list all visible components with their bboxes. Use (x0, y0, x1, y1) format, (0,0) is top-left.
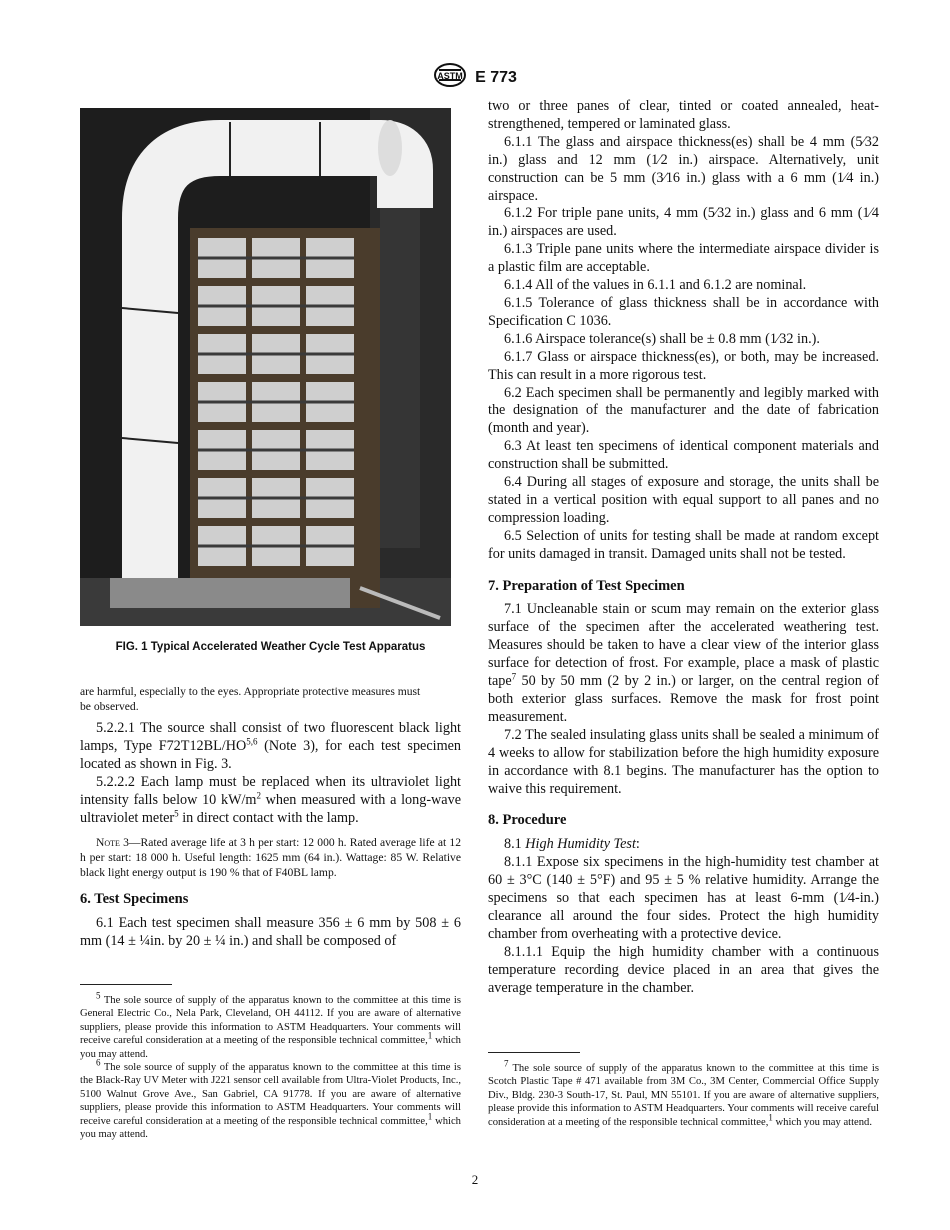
right-footnotes (488, 1052, 879, 1129)
figure-caption: FIG. 1 Typical Accelerated Weather Cycle Test Apparatus (115, 641, 426, 653)
paragraph-8-1: 8.1 High Humidity Test: (504, 836, 640, 853)
paragraph-6-1-1: 6.1.1 The glass and airspace thickness(es) shall be 4 mm (5⁄32 in.) glass and 12 mm (1⁄2 in.) airspace. Alternatively, unit construction can be 5 mm (3⁄16 in.) glass with a 6 mm (1⁄4 in.) airspace. (488, 133, 879, 204)
section-8-title: 8. Procedure (488, 812, 567, 829)
paragraph-6-1: 6.1 Each test specimen shall measure 356 ± 6 mm by 508 ± 6 mm (14 ± ¼in. by 20 ± ¼ in.) and shall be composed of (80, 915, 461, 950)
paragraph-6-1-7: 6.1.7 Glass or airspace thickness(es), or both, may be increased. This can result in a more rigorous test. (488, 348, 879, 383)
footnote-rule-right (488, 1052, 580, 1053)
paragraph-continuation: are harmful, especially to the eyes. Appropriate protective measures must be observed. (80, 685, 421, 713)
left-column (80, 684, 461, 951)
astm-logo-icon (433, 62, 467, 93)
paragraph-6-1-4: 6.1.4 All of the values in 6.1.1 and 6.1.2 are nominal. (504, 277, 807, 294)
paragraph-6-1-2: 6.1.2 For triple pane units, 4 mm (5⁄32 in.) glass and 6 mm (1⁄4 in.) airspaces are used. (488, 205, 879, 240)
left-footnotes (80, 984, 461, 1141)
paragraph-5-2-2-1: 5.2.2.1 The source shall consist of two fluorescent black light lamps, Type F72T12BL/HO$^{5,6}$ (Note 3), for each test specimen located as shown in Fig. 3. (80, 720, 461, 772)
paragraph-6-1-5: 6.1.5 Tolerance of glass thickness shall be in accordance with Specification C 1036. (488, 294, 879, 329)
paragraph-7-1: 7.1 Uncleanable stain or scum may remain on the exterior glass surface of the specimen after the accelerated weathering test. Measures should be taken to have a clear view of the interior glass surface for detection of frost. For example, place a mask of plastic tape$^7$ 50 by 50 mm (2 by 2 in.) or larger, on the central region of both exterior glass surfaces. Remove the mask for frost point measurement. (488, 601, 879, 725)
page-number: 2 (471, 1172, 479, 1187)
footnote-rule (80, 984, 172, 985)
paragraph-6-2: 6.2 Each specimen shall be permanently and legibly marked with the designation of the manufacturer and the date of fabrication (month and year). (488, 384, 879, 437)
paragraph-8-1-1-1: 8.1.1.1 Equip the high humidity chamber with a continuous temperature recording device placed in an area that gives the average temperature in the chamber. (488, 943, 879, 996)
paragraph-8-1-1: 8.1.1 Expose six specimens in the high-humidity test chamber at 60 ± 3°C (140 ± 5°F) and 95 ± 5 % relative humidity. Arrange the specimens so that each specimen has at least 6-mm (1⁄4-in.) clearance all around the four sides. Protect the high humidity chamber from overheating with a protective device. (488, 854, 879, 942)
paragraph-6-1-6: 6.1.6 Airspace tolerance(s) shall be ± 0.8 mm (1⁄32 in.). (504, 330, 820, 347)
section-6-title: 6. Test Specimens (80, 891, 189, 908)
section-7-title: 7. Preparation of Test Specimen (488, 577, 685, 594)
paragraph-5-2-2-2: 5.2.2.2 Each lamp must be replaced when its ultraviolet light intensity falls below 10 $kW/m^2$ when measured with a long-wave ultraviolet meter$^5$ in direct contact with the lamp. (80, 773, 461, 826)
paragraph-6-1-3: 6.1.3 Triple pane units where the intermediate airspace divider is a plastic film are acceptable. (488, 241, 879, 276)
footnote-7: $^7$ The sole source of supply of the apparatus known to the committee at this time is Scotch Plastic Tape # 471 available from 3M Co., 3M Center, Commercial Office Supply Div., Bldg. 230-3 South-17, St. Paul, MN 55101. If you are aware of alternative suppliers, please provide this information to ASTM Headquarters. Your comments will receive careful consideration at a meeting of the responsible technical committee,$^1$ which you may attend. (488, 1058, 879, 1128)
footnote-5: $^5$ The sole source of supply of the apparatus known to the committee at this time is General Electric Co., Nela Park, Cleveland, OH 44112. If you are aware of alternative suppliers, please provide this information to ASTM Headquarters. Your comments will receive careful consideration at a meeting of the responsible technical committee,$^1$ which you may attend. (80, 990, 461, 1060)
figure-photo (80, 108, 451, 626)
footnote-6: $^6$ The sole source of supply of the apparatus known to the committee at this time is the Black-Ray UV Meter with J221 sensor cell available from Ultra-Violet Products, Inc., 5100 Walnut Grove Ave., San Gabriel, CA 91778. If you are aware of alternative suppliers, please provide this information to ASTM Headquarters. Your comments will receive careful consideration at a meeting of the responsible technical committee,$^1$ which you may attend. (80, 1057, 461, 1141)
page-header (0, 62, 950, 93)
paragraph-continuation-right: two or three panes of clear, tinted or coated annealed, heat-strengthened, tempered or laminated glass. (488, 98, 879, 132)
designation: E 773 (475, 68, 517, 86)
paragraph-6-3: 6.3 At least ten specimens of identical component materials and construction shall be submitted. (488, 438, 879, 473)
paragraph-6-4: 6.4 During all stages of exposure and storage, the units shall be stated in a vertical position with equal support to all panes and no compression loading. (488, 474, 879, 526)
svg-text:ASTM: ASTM (437, 71, 463, 81)
paragraph-6-5: 6.5 Selection of units for testing shall be made at random except for units damaged in transit. Damaged units shall not be tested. (488, 527, 879, 562)
paragraph-7-2: 7.2 The sealed insulating glass units shall be sealed a minimum of 4 weeks to allow for stabilization before the high humidity exposure in accordance with 8.1 begins. The manufacturer has the option to waive this requirement. (488, 726, 879, 797)
right-column (488, 98, 879, 998)
note-3: Note 3—Rated average life at 3 h per start: 12 000 h. Rated average life at 12 h per start: 18 000 h. Useful length: 1625 mm (64 in.). Wattage: 85 W. Relative black light energy output is 190 % that of F40BL lamp. (80, 836, 461, 880)
